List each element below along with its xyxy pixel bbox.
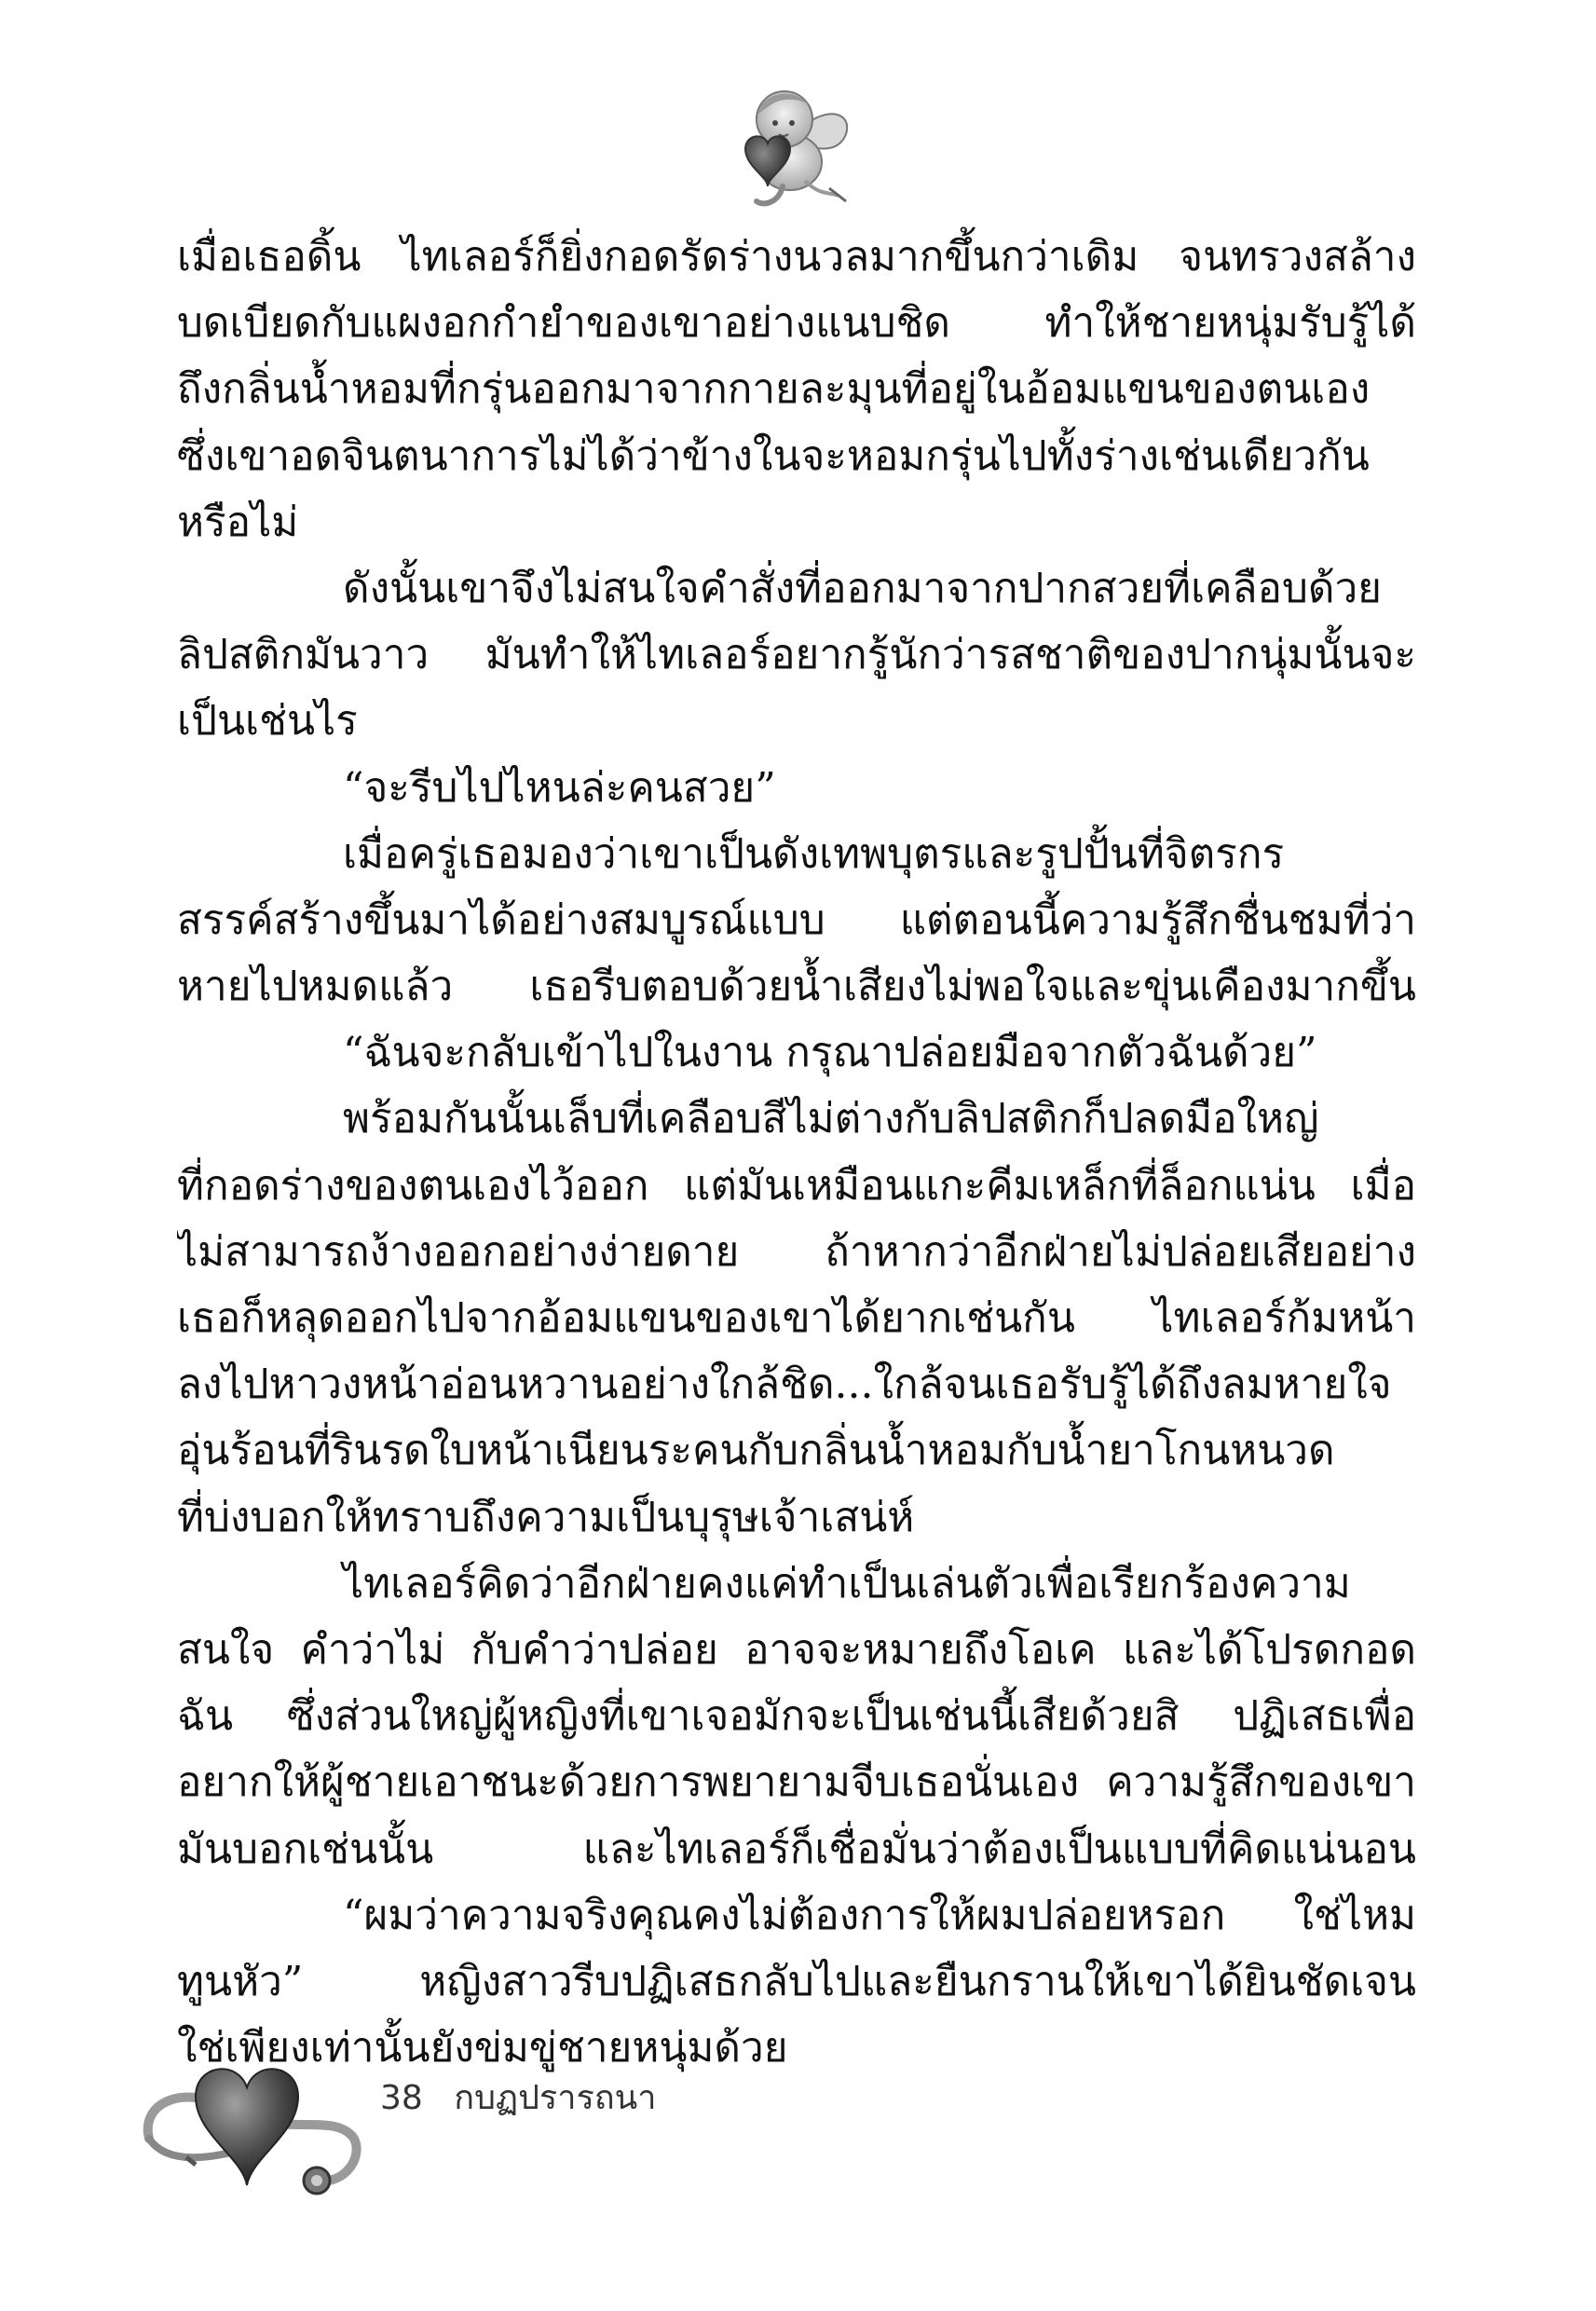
text-line: เมื่อเธอดิ้น ไทเลอร์ก็ยิ่งกอดรัดร่างนวลมากขึ้นกว่าเดิม จนทรวงสล้าง: [177, 233, 1416, 280]
page-footer: [380, 2071, 676, 2124]
text-line: บดเบียดกับแผงอกกำยำของเขาอย่างแนบชิด ทำให้ชายหนุ่มรับรู้ได้: [177, 299, 1416, 348]
text-line: ถึงกลิ่นน้ำหอมที่กรุ่นออกมาจากกายละมุนที่อยู่ในอ้อมแขนของตนเอง: [177, 365, 1371, 414]
text-line: เธอก็หลุดออกไปจากอ้อมแขนของเขาได้ยากเช่นกัน ไทเลอร์ก้มหน้า: [177, 1294, 1416, 1342]
body-text: [177, 224, 1416, 2081]
text-line: ลงไปหาวงหน้าอ่อนหวานอย่างใกล้ชิด...ใกล้จนเธอรับรู้ได้ถึงลมหายใจ: [177, 1361, 1392, 1409]
text-line: อุ่นร้อนที่รินรดใบหน้าเนียนระคนกับกลิ่นน้ำหอมกับน้ำยาโกนหนวด: [177, 1427, 1335, 1475]
text-line: เป็นเช่นไร: [177, 697, 358, 745]
text-line: สนใจ คำว่าไม่ กับคำว่าปล่อย อาจจะหมายถึงโอเค และได้โปรดกอด: [177, 1625, 1416, 1674]
book-title: กบฏปรารถนา: [454, 2079, 657, 2117]
text-line: เมื่อครู่เธอมองว่าเขาเป็นดังเทพบุตรและรูปปั้นที่จิตรกร: [343, 829, 1285, 878]
text-line: ดังนั้นเขาจึงไม่สนใจคำสั่งที่ออกมาจากปากสวยที่เคลือบด้วย: [343, 564, 1382, 612]
text-line: ฉัน ซึ่งส่วนใหญ่ผู้หญิงที่เขาเจอมักจะเป็นเช่นนี้เสียด้วยสิ ปฏิเสธเพื่อ: [177, 1692, 1416, 1741]
text-line: สรรค์สร้างขึ้นมาได้อย่างสมบูรณ์แบบ แต่ตอนนี้ความรู้สึกชื่นชมที่ว่า: [177, 896, 1416, 944]
text-line: ไม่สามารถง้างออกอย่างง่ายดาย ถ้าหากว่าอีกฝ่ายไม่ปล่อยเสียอย่าง: [177, 1227, 1416, 1276]
text-line: ไทเลอร์คิดว่าอีกฝ่ายคงแค่ทำเป็นเล่นตัวเพื่อเรียกร้องความ: [343, 1559, 1351, 1607]
text-line: ลิปสติกมันวาว มันทำให้ไทเลอร์อยากรู้นักว่ารสชาติของปากนุ่มนั้นจะ: [177, 631, 1416, 679]
text-line: “จะรีบไปไหนล่ะคนสวย”: [343, 763, 776, 812]
heart-stethoscope-icon: [130, 2045, 363, 2204]
text-line: “ผมว่าความจริงคุณคงไม่ต้องการให้ผมปล่อยหรอก ใช่ไหม: [343, 1891, 1416, 1939]
text-line: พร้อมกันนั้นเล็บที่เคลือบสีไม่ต่างกับลิปสติกก็ปลดมือใหญ่: [343, 1095, 1319, 1143]
text-line: มันบอกเช่นนั้น และไทเลอร์ก็เชื่อมั่นว่าต้องเป็นแบบที่คิดแน่นอน: [177, 1825, 1416, 1873]
page-number: 38: [380, 2079, 423, 2117]
text-line: “ฉันจะกลับเข้าไปในงาน กรุณาปล่อยมือจากตัวฉันด้วย”: [343, 1029, 1317, 1077]
text-line: ทูนหัว” หญิงสาวรีบปฏิเสธกลับไปและยืนกรานให้เขาได้ยินชัดเจน: [177, 1957, 1416, 2005]
text-line: หรือไม่: [177, 498, 299, 546]
text-line: ที่กอดร่างของตนเองไว้ออก แต่มันเหมือนแกะคีมเหล็กที่ล็อกแน่น เมื่อ: [177, 1161, 1416, 1210]
text-line: ที่บ่งบอกให้ทราบถึงความเป็นบุรุษเจ้าเสน่ห์: [177, 1493, 915, 1541]
text-line: อยากให้ผู้ชายเอาชนะด้วยการพยายามจีบเธอนั่นเอง ความรู้สึกของเขา: [177, 1758, 1416, 1807]
cupid-with-heart-icon: [689, 76, 866, 216]
text-line: ซึ่งเขาอดจินตนาการไม่ได้ว่าข้างในจะหอมกรุ่นไปทั้งร่างเช่นเดียวกัน: [177, 431, 1370, 480]
text-line: ใช่เพียงเท่านั้นยังข่มขู่ชายหนุ่มด้วย: [177, 2024, 788, 2072]
text-line: หายไปหมดแล้ว เธอรีบตอบด้วยน้ำเสียงไม่พอใจและขุ่นเคืองมากขึ้น: [177, 963, 1416, 1011]
